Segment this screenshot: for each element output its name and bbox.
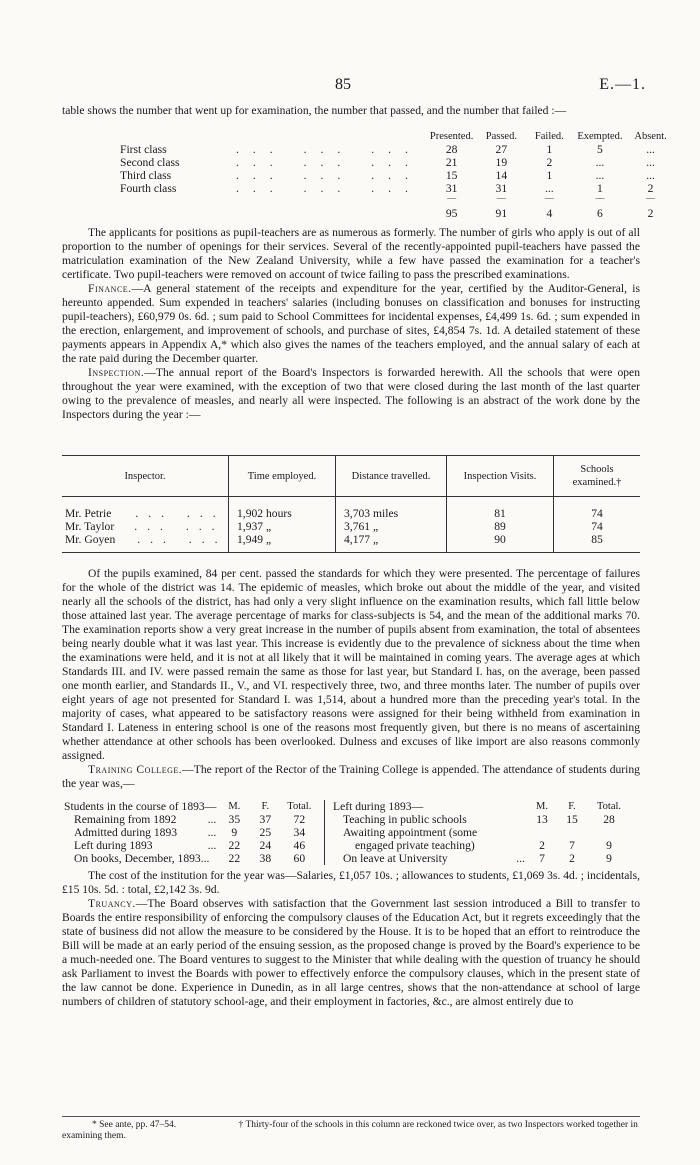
table-row (62, 826, 318, 839)
training-text: —The report of the Rector of the Training College is appended. The attendance of students during the year was,— (62, 763, 640, 790)
cell-failed: 1 (546, 169, 553, 182)
inspector-name: Mr. Taylor (65, 520, 115, 533)
cell-m: 35 (228, 813, 241, 826)
cell-total: 72 (293, 813, 306, 826)
inspection-text: —The annual report of the Board's Inspectors is forwarded herewith. All the schools that were open throughout the year were examined, with the exception of two that were closed during the last month of the last quarter owing to the prevalence of measles, and nearly all were inspected. The following is an abstract of the work done by the Inspectors during the year :— (62, 366, 640, 421)
cell-f: 25 (259, 826, 272, 839)
col-m: M. (228, 801, 241, 812)
inspector-table (62, 455, 640, 553)
total-absent: 2 (647, 207, 654, 220)
body-section-3 (62, 869, 640, 1009)
inspector-table-header (62, 456, 640, 497)
intro-paragraph: table shows the number that went up for examination, the number that passed, and the number that failed :— (62, 104, 567, 117)
total-passed: 91 (495, 207, 508, 220)
time-cell: 1,949 „ (229, 533, 336, 553)
schools-cell: 85 (554, 533, 641, 553)
truancy-heading: Truancy. (88, 897, 136, 910)
finance-heading: Finance. (88, 282, 132, 295)
footnote-star: * See ante, pp. 47–54. (92, 1120, 177, 1130)
table-row (331, 813, 631, 826)
cell-m: 22 (228, 852, 241, 865)
cell-f: 7 (569, 839, 575, 852)
inspection-heading: Inspection. (88, 366, 145, 379)
truancy-paragraph (62, 897, 640, 1009)
training-paragraph (62, 763, 640, 791)
col-inspector: Inspector. (62, 456, 229, 497)
cell-absent: ... (646, 143, 655, 156)
col-schools: Schools examined.† (554, 456, 641, 497)
left-title: Left during 1893— (333, 800, 424, 813)
table-row (62, 533, 640, 553)
row-label: Second class (120, 156, 180, 169)
cell-exempted: ... (595, 169, 605, 182)
distance-cell: 3,761 „ (336, 520, 447, 533)
table-row (331, 826, 631, 839)
pupils-paragraph: Of the pupils examined, 84 per cent. passed the standards for which they were presented. The percentage of failures for the whole of the district was 14. The epidemic of measles, which broke out about the middle of the year, and visited nearly all the schools of the district, has had only a very slight influence on the examination results, which fall little below those attained last year. The average percentage of marks for class-subjects is 54, and the mean of the additional marks 70. The examination reports show a very great increase in the number of pupils absent from examination, the total of absentees being nearly double what it was last year. This increase is evidently due to the prevalence of sickness about the time when the examinations were held, and it is not at all likely that it will be maintained in coming years. The average ages at which Standards III. and IV. were passed remain the same as those for last year, but Standard I. has, on the average, been passed one month earlier, and Standards II., V., and VI. respectively three, two, and three months later. The number of pupils over eight years of age not presented for Standard I. was 1,514, about a hundred more than the preceding year's total. In the majority of cases, what appeared to be satisfactory reasons were assigned for their being withheld from examination in Standard I. Lateness in entering school is one of the reasons most frequently given, but there is no means of ascertaining whether attendance at other schools has been overlooked. Dulness and excuses of like import are also reasons commonly assigned. (62, 567, 640, 762)
cell-total: 46 (293, 839, 306, 852)
col-total: Total. (287, 801, 312, 812)
body-section-1 (62, 226, 640, 422)
row-label: Fourth class (120, 182, 177, 195)
rule-mark: — (544, 193, 554, 203)
row-label-cell (62, 813, 218, 826)
footnote-dagger: † Thirty-four of the schools in this column are reckoned twice over, as two Inspectors worked together in examining them. (62, 1120, 638, 1141)
table-row (62, 497, 640, 521)
row-dots: ... ... (134, 520, 225, 533)
attendance-right (324, 800, 647, 865)
inspector-name-cell (62, 520, 229, 533)
table-row (116, 143, 675, 156)
row-label: Admitted during 1893 (74, 826, 178, 839)
table-row (116, 169, 675, 182)
cell-failed: ... (544, 182, 554, 195)
cell-f: 37 (259, 813, 272, 826)
cell-absent: ... (646, 156, 655, 169)
col-total: Total. (596, 801, 622, 812)
table-row (331, 839, 631, 852)
col-exempted: Exempted. (577, 131, 623, 142)
row-label-cell (62, 826, 218, 839)
table-row (331, 852, 631, 865)
inspector-name-cell (62, 533, 229, 553)
col-presented: Presented. (429, 131, 474, 142)
cell-passed: 19 (495, 156, 508, 169)
rule-mark: — (447, 193, 457, 203)
row-label: engaged private teaching) (355, 839, 475, 852)
table-row (62, 839, 318, 852)
table-row (62, 852, 318, 865)
document-reference: E.—1. (599, 76, 646, 93)
row-label: On leave at University (343, 852, 448, 865)
row-dots: ... (207, 826, 217, 839)
cell-exempted: 1 (597, 182, 603, 195)
cell-total: 9 (606, 852, 612, 865)
row-label: On books, December, 1893... (74, 852, 210, 865)
row-label: Remaining from 1892 (74, 813, 177, 826)
truancy-text: —The Board observes with satisfaction that the Government last session introduced a Bill to transfer to Boards the entire responsibility of enforcing the compulsory clauses of the Education Act, but it regrets exceedingly that the state of business did not allow the measure to be considered by the House. It is to be hoped that an effort to reintroduce the Bill will be made at an early period of the ensuing session, as the proposed change is proved by the Board's experience to be a much-needed one. The Board ventures to suggest to the Minister that while dealing with the question of truancy he should ask Parliament to invest the Boards with power to effectively enforce the compulsory clauses, which in the present state of the law cannot be done. Experience in Dunedin, as in all large centres, shows that the non-attendance at school of large numbers of children of statutory school-age, and their employment in factories, &c., are almost entirely due to (62, 897, 640, 1008)
table-row (62, 813, 318, 826)
col-time: Time employed. (229, 456, 336, 497)
students-table (62, 800, 318, 865)
finance-paragraph (62, 282, 640, 366)
row-label: Left during 1893 (74, 839, 153, 852)
cell-absent: 2 (647, 182, 654, 195)
row-dots: ... (207, 813, 217, 826)
col-m: M. (536, 801, 548, 812)
cell-passed: 31 (495, 182, 508, 195)
col-f: F. (568, 801, 576, 812)
cost-paragraph: The cost of the institution for the year was—Salaries, £1,057 10s. ; allowances to students, £1,069 3s. 4d. ; incidentals, £15 10s. 5d. : total, £2,142 3s. 9d. (62, 869, 640, 896)
inspector-name: Mr. Petrie (65, 507, 112, 520)
cell-presented: 31 (445, 182, 458, 195)
distance-cell: 4,177 „ (336, 533, 447, 553)
distance-cell: 3,703 miles (336, 497, 447, 521)
applicants-paragraph: The applicants for positions as pupil-teachers are as numerous as formerly. The number of girls who apply is out of all proportion to the number of openings for their services. Several of the recently-appointed pupil-teachers have passed the matriculation examination of the New Zealand University, while a few have passed the examination for a teacher's certificate. Two pupil-teachers were removed on account of twice failing to pass the prescribed examinations. (62, 226, 640, 281)
col-f: F. (261, 801, 270, 812)
attendance-left (62, 800, 320, 865)
schools-cell: 74 (554, 520, 641, 533)
cell-f: 2 (569, 852, 575, 865)
cell-f: 24 (259, 839, 272, 852)
time-cell: 1,937 „ (229, 520, 336, 533)
cell-m: 2 (539, 839, 545, 852)
cell-passed: 14 (495, 169, 508, 182)
row-dots: ... (516, 852, 525, 865)
rule-mark: — (646, 193, 656, 203)
cell-f: 38 (259, 852, 272, 865)
inspector-name-cell (62, 497, 229, 521)
col-passed: Passed. (485, 131, 517, 142)
page-number: 85 (335, 76, 351, 93)
cell-total: 9 (606, 839, 612, 852)
row-dots: ... ... ... (236, 169, 422, 182)
cell-exempted: 5 (597, 143, 603, 156)
training-heading: Training College. (88, 763, 183, 776)
col-failed: Failed. (534, 131, 564, 142)
students-title: Students in the course of 1893— (64, 800, 217, 813)
total-presented: 95 (445, 207, 458, 220)
visits-cell: 90 (447, 533, 554, 553)
cell-failed: 1 (546, 143, 553, 156)
row-label: Awaiting appointment (some (343, 826, 478, 839)
row-label-cell (331, 852, 527, 865)
row-dots: ... ... ... (236, 156, 422, 169)
cell-f: 15 (566, 813, 578, 826)
table-row (116, 156, 675, 169)
cell-m: 22 (228, 839, 241, 852)
total-failed: 4 (546, 207, 553, 220)
totals-row (116, 201, 675, 220)
cell-m: 13 (536, 813, 548, 826)
class-table-header (116, 130, 675, 143)
row-label: First class (120, 143, 167, 156)
table-row (331, 800, 631, 813)
row-dots: ... ... ... (236, 182, 422, 195)
row-dots: ... ... (137, 533, 228, 546)
cell-presented: 28 (445, 143, 458, 156)
inspector-name: Mr. Goyen (65, 533, 116, 546)
rule-mark: — (496, 193, 506, 203)
cell-passed: 27 (495, 143, 508, 156)
inspection-paragraph (62, 366, 640, 422)
cell-total: 28 (603, 813, 615, 826)
row-dots: ... (207, 839, 217, 852)
cell-m: 7 (539, 852, 545, 865)
total-exempted: 6 (597, 207, 603, 220)
cell-total: 60 (293, 852, 306, 865)
visits-cell: 89 (447, 520, 554, 533)
col-distance: Distance travelled. (336, 456, 447, 497)
body-section-2 (62, 567, 640, 791)
schools-cell: 74 (554, 497, 641, 521)
time-cell: 1,902 hours (229, 497, 336, 521)
footnotes (62, 1116, 640, 1142)
row-dots: ... ... ... (236, 143, 422, 156)
left-students-table (331, 800, 631, 865)
row-label: Third class (120, 169, 172, 182)
cell-presented: 21 (445, 156, 458, 169)
cell-total: 34 (293, 826, 306, 839)
visits-cell: 81 (447, 497, 554, 521)
cell-presented: 15 (445, 169, 458, 182)
col-absent: Absent. (634, 131, 667, 142)
cell-failed: 2 (546, 156, 553, 169)
cell-m: 9 (231, 826, 238, 839)
rule-mark: — (595, 193, 605, 203)
row-label-cell (62, 839, 218, 852)
table-row (116, 182, 675, 195)
finance-text: —A general statement of the receipts and expenditure for the year, certified by the Auditor-General, is hereunto appended. Sum expended in teachers' salaries (including bonuses on classification and bonuses for instructing pupil-teachers), £60,979 0s. 6d. ; sum paid to School Committees for incidental expenses, £4,499 1s. 6d. ; sum expended in the erection, enlargement, and improvement of schools, and purchase of sites, £4,854 7s. 1d. A detailed statement of these payments appears in Appendix A,* which also gives the names of the teachers employed, and the annual salary of each at the rate paid during the December quarter. (62, 282, 640, 365)
table-row (62, 520, 640, 533)
class-examination-table (116, 130, 675, 220)
cell-exempted: ... (595, 156, 605, 169)
cell-absent: ... (646, 169, 655, 182)
row-dots: ... ... (135, 507, 226, 520)
intro-text (62, 104, 640, 118)
table-row (62, 800, 318, 813)
col-visits: Inspection Visits. (447, 456, 554, 497)
row-label: Teaching in public schools (343, 813, 467, 826)
